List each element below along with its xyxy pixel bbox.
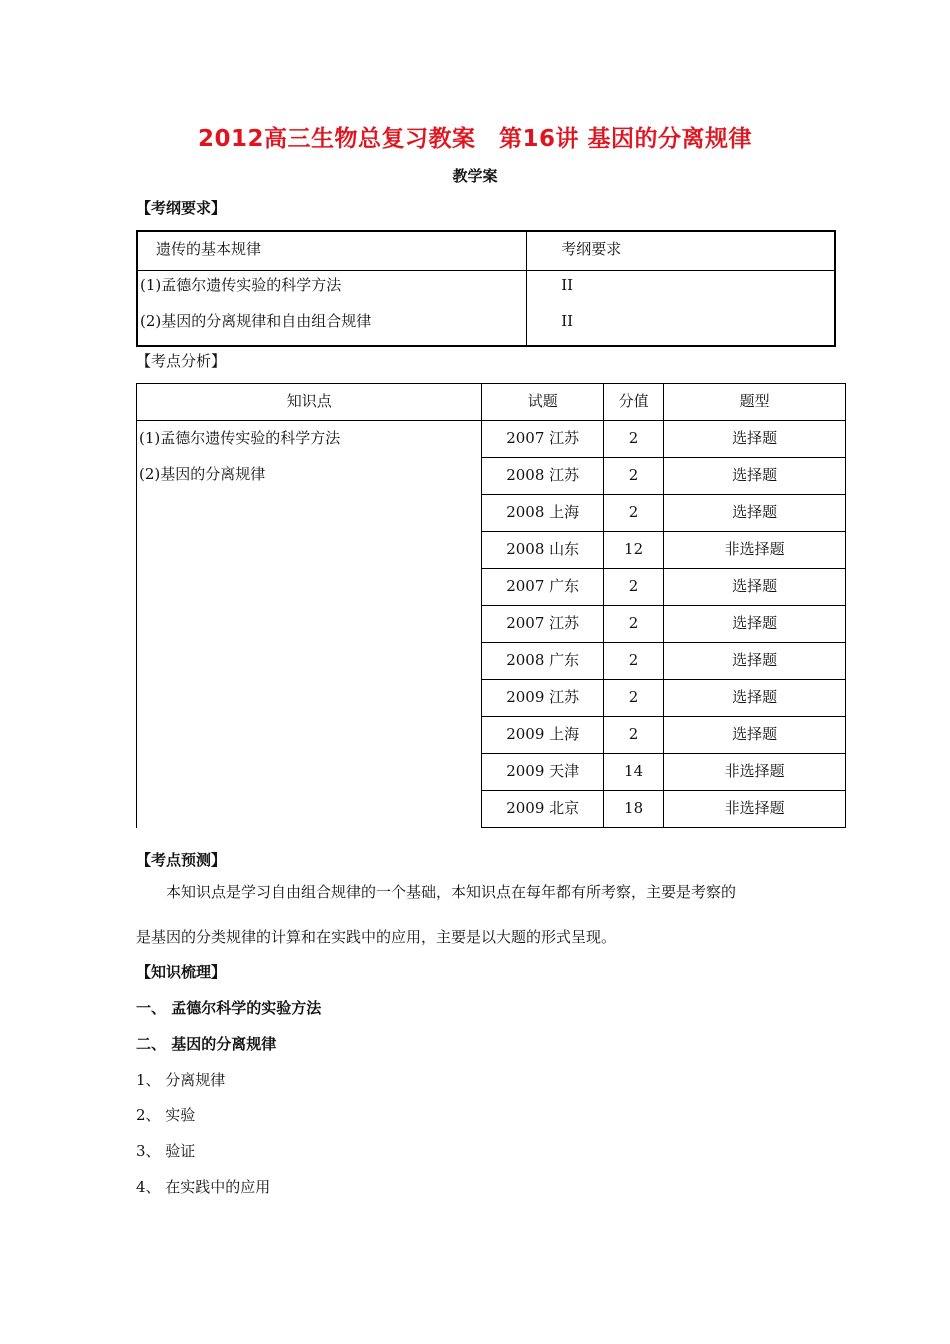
exam-cell: 2007 江苏: [482, 421, 604, 458]
type-cell: 选择题: [664, 606, 846, 643]
type-cell: 非选择题: [664, 754, 846, 791]
exam-cell: 2008 广东: [482, 643, 604, 680]
exam-cell: 2007 江苏: [482, 606, 604, 643]
header-knowledge: 知识点: [137, 384, 482, 421]
score-cell: 2: [603, 606, 663, 643]
exam-cell: 2009 北京: [482, 791, 604, 828]
exam-cell: 2009 上海: [482, 717, 604, 754]
table-row: [137, 421, 846, 458]
score-cell: 18: [603, 791, 663, 828]
type-cell: 选择题: [664, 421, 846, 458]
req-header-level: 考纲要求: [527, 231, 835, 271]
section-knowledge-heading: 【知识梳理】: [136, 963, 227, 981]
type-cell: 选择题: [664, 680, 846, 717]
analysis-table: [136, 383, 846, 828]
requirements-table: [136, 230, 836, 347]
type-cell: 选择题: [664, 458, 846, 495]
score-cell: 2: [603, 495, 663, 532]
req-item: (1)孟德尔遗传实验的科学方法: [140, 276, 342, 294]
score-cell: 2: [603, 421, 663, 458]
score-cell: 14: [603, 754, 663, 791]
score-cell: 12: [603, 532, 663, 569]
header-score: 分值: [603, 384, 663, 421]
outline-heading-1: 一、 孟德尔科学的实验方法: [136, 999, 322, 1017]
score-cell: 2: [603, 680, 663, 717]
analysis-header-row: [137, 384, 846, 421]
prediction-line: 是基因的分类规律的计算和在实践中的应用，主要是以大题的形式呈现。: [136, 928, 617, 946]
outline-item: 1、 分离规律: [136, 1071, 226, 1089]
exam-cell: 2008 江苏: [482, 458, 604, 495]
score-cell: 2: [603, 643, 663, 680]
type-cell: 选择题: [664, 643, 846, 680]
knowledge-point: (1)孟德尔遗传实验的科学方法: [139, 429, 341, 447]
outline-item: 2、 实验: [136, 1106, 196, 1124]
prediction-line: 本知识点是学习自由组合规律的一个基础，本知识点在每年都有所考察，主要是考察的: [166, 883, 737, 901]
section-requirements-heading: 【考纲要求】: [136, 199, 227, 217]
section-prediction-heading: 【考点预测】: [136, 851, 227, 869]
req-items-cell: [137, 271, 527, 347]
header-type: 题型: [664, 384, 846, 421]
exam-cell: 2008 上海: [482, 495, 604, 532]
req-level: II: [561, 312, 574, 330]
knowledge-point: (2)基因的分离规律: [139, 465, 266, 483]
type-cell: 非选择题: [664, 532, 846, 569]
score-cell: 2: [603, 569, 663, 606]
req-header-topic: 遗传的基本规律: [137, 231, 527, 271]
type-cell: 非选择题: [664, 791, 846, 828]
section-analysis-heading: 【考点分析】: [136, 352, 227, 370]
outline-item: 3、 验证: [136, 1142, 196, 1160]
type-cell: 选择题: [664, 717, 846, 754]
score-cell: 2: [603, 458, 663, 495]
req-item: (2)基因的分离规律和自由组合规律: [140, 312, 372, 330]
score-cell: 2: [603, 717, 663, 754]
req-levels-cell: [527, 271, 835, 347]
outline-item: 4、 在实践中的应用: [136, 1178, 271, 1196]
type-cell: 选择题: [664, 569, 846, 606]
exam-cell: 2008 山东: [482, 532, 604, 569]
page-title: 2012高三生物总复习教案 第16讲 基因的分离规律: [197, 126, 753, 152]
req-level: II: [561, 276, 574, 294]
exam-cell: 2009 江苏: [482, 680, 604, 717]
knowledge-points-cell: [137, 421, 482, 828]
page-subtitle: 教学案: [452, 167, 498, 185]
prediction-paragraph: [136, 870, 826, 960]
outline-heading-2: 二、 基因的分离规律: [136, 1035, 277, 1053]
type-cell: 选择题: [664, 495, 846, 532]
header-exam: 试题: [482, 384, 604, 421]
exam-cell: 2007 广东: [482, 569, 604, 606]
exam-cell: 2009 天津: [482, 754, 604, 791]
